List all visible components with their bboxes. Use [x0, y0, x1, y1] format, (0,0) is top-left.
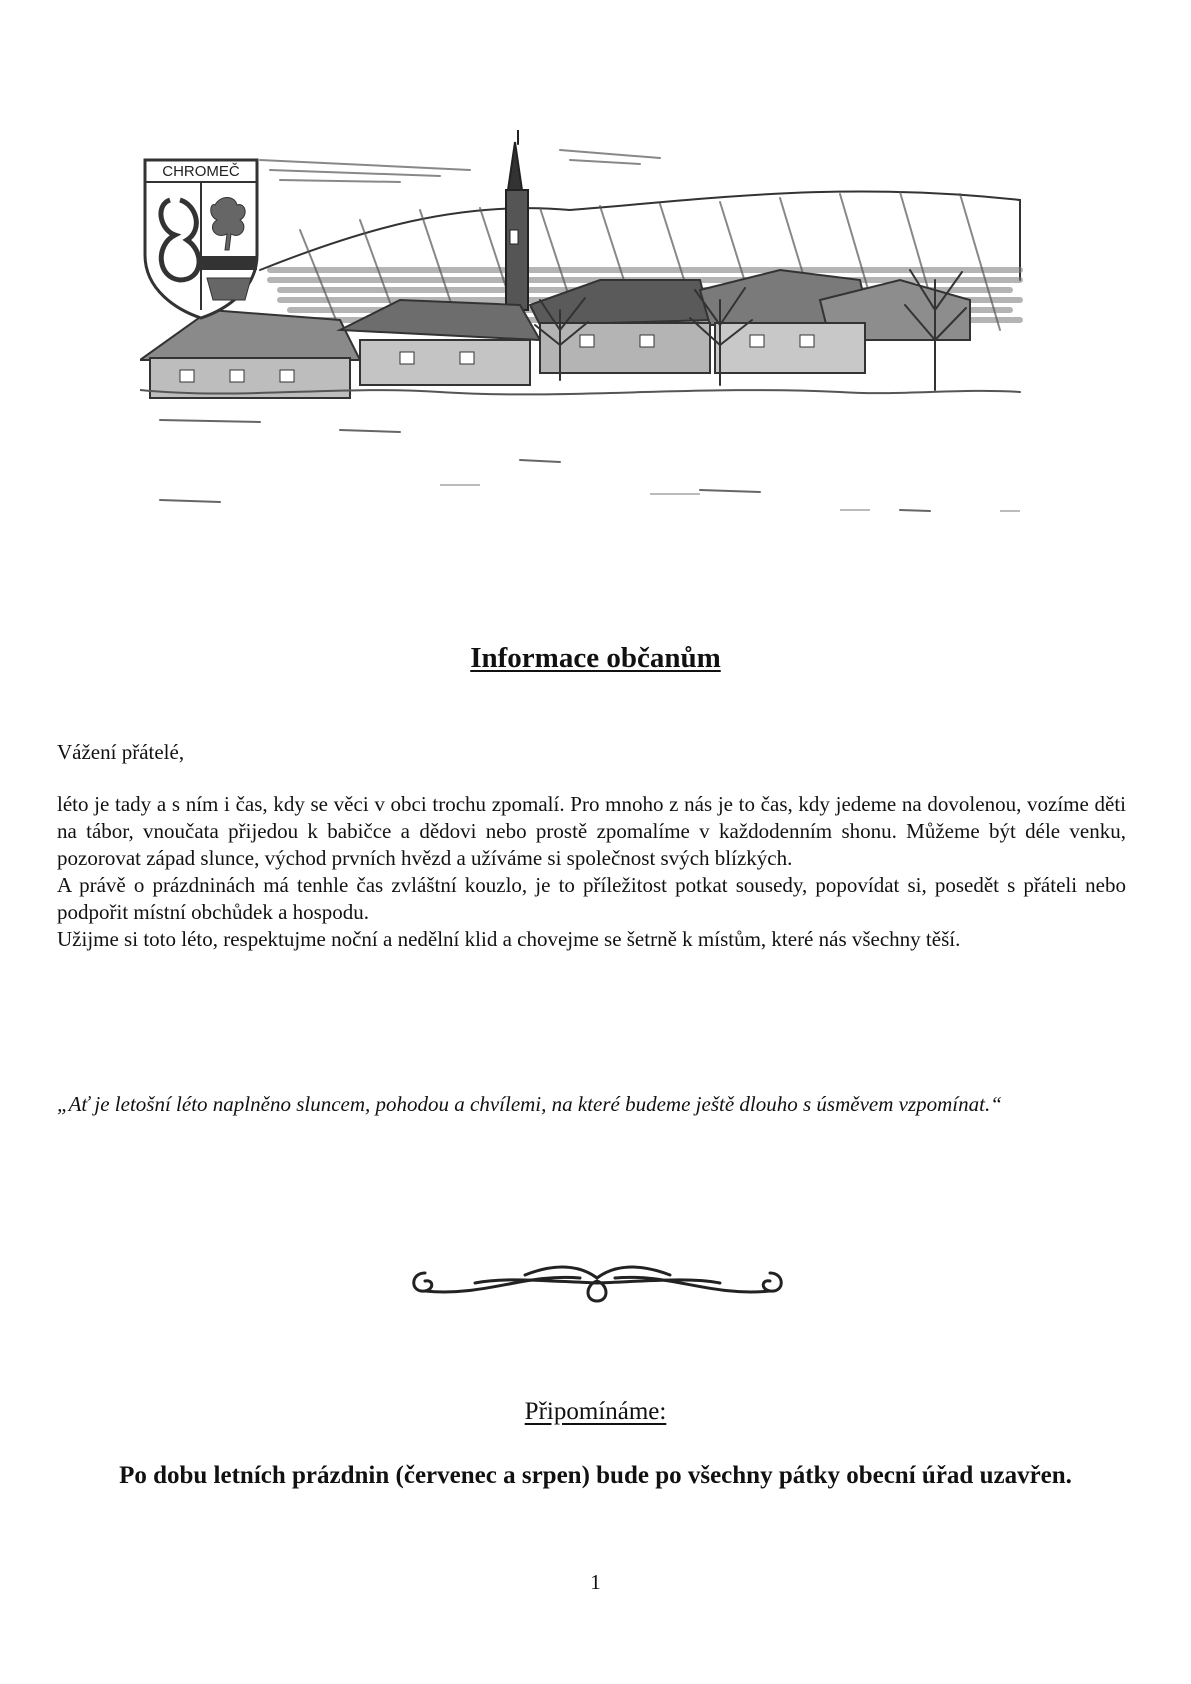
- decorative-divider: [405, 1253, 790, 1303]
- greeting: Vážení přátelé,: [57, 740, 185, 764]
- reminder-heading: Připomínáme:: [524, 1398, 667, 1425]
- village-sketch: [140, 130, 1020, 511]
- page-number: 1: [590, 1570, 601, 1594]
- header-illustration: [140, 130, 1030, 600]
- page-title: Informace občanům: [470, 642, 721, 674]
- quote: „Ať je letošní léto naplněno sluncem, pohodou a chvílemi, na které budeme ještě dlouho s úsměvem vzpomínat.“: [57, 1092, 1002, 1116]
- paragraph: léto je tady a s ním i čas, kdy se věci v obci trochu zpomalí. Pro mnoho z nás je to čas, kdy jedeme na dovolenou, vozíme děti na tábor, vnoučata přijedou k babičce a dědovi nebo prostě zpomalíme v každodenním shonu. Můžeme být déle venku, pozorovat západ slunce, východ prvních hvězd a užíváme si společnost svých blízkých.: [57, 792, 1126, 870]
- paragraph: A právě o prázdninách má tenhle čas zvláštní kouzlo, je to příležitost potkat sousedy, popovídat si, posedět s přáteli nebo podpořit místní obchůdek a hospodu.: [57, 873, 1126, 924]
- body-text: [57, 791, 1126, 953]
- coat-of-arms-text: CHROMEČ: [162, 163, 240, 180]
- office-closure-notice: Po dobu letních prázdnin (červenec a srpen) bude po všechny pátky obecní úřad uzavřen.: [119, 1462, 1072, 1489]
- paragraph: Užijme si toto léto, respektujme noční a nedělní klid a chovejme se šetrně k místům, které nás všechny těší.: [57, 927, 961, 951]
- coat-of-arms: [145, 160, 257, 318]
